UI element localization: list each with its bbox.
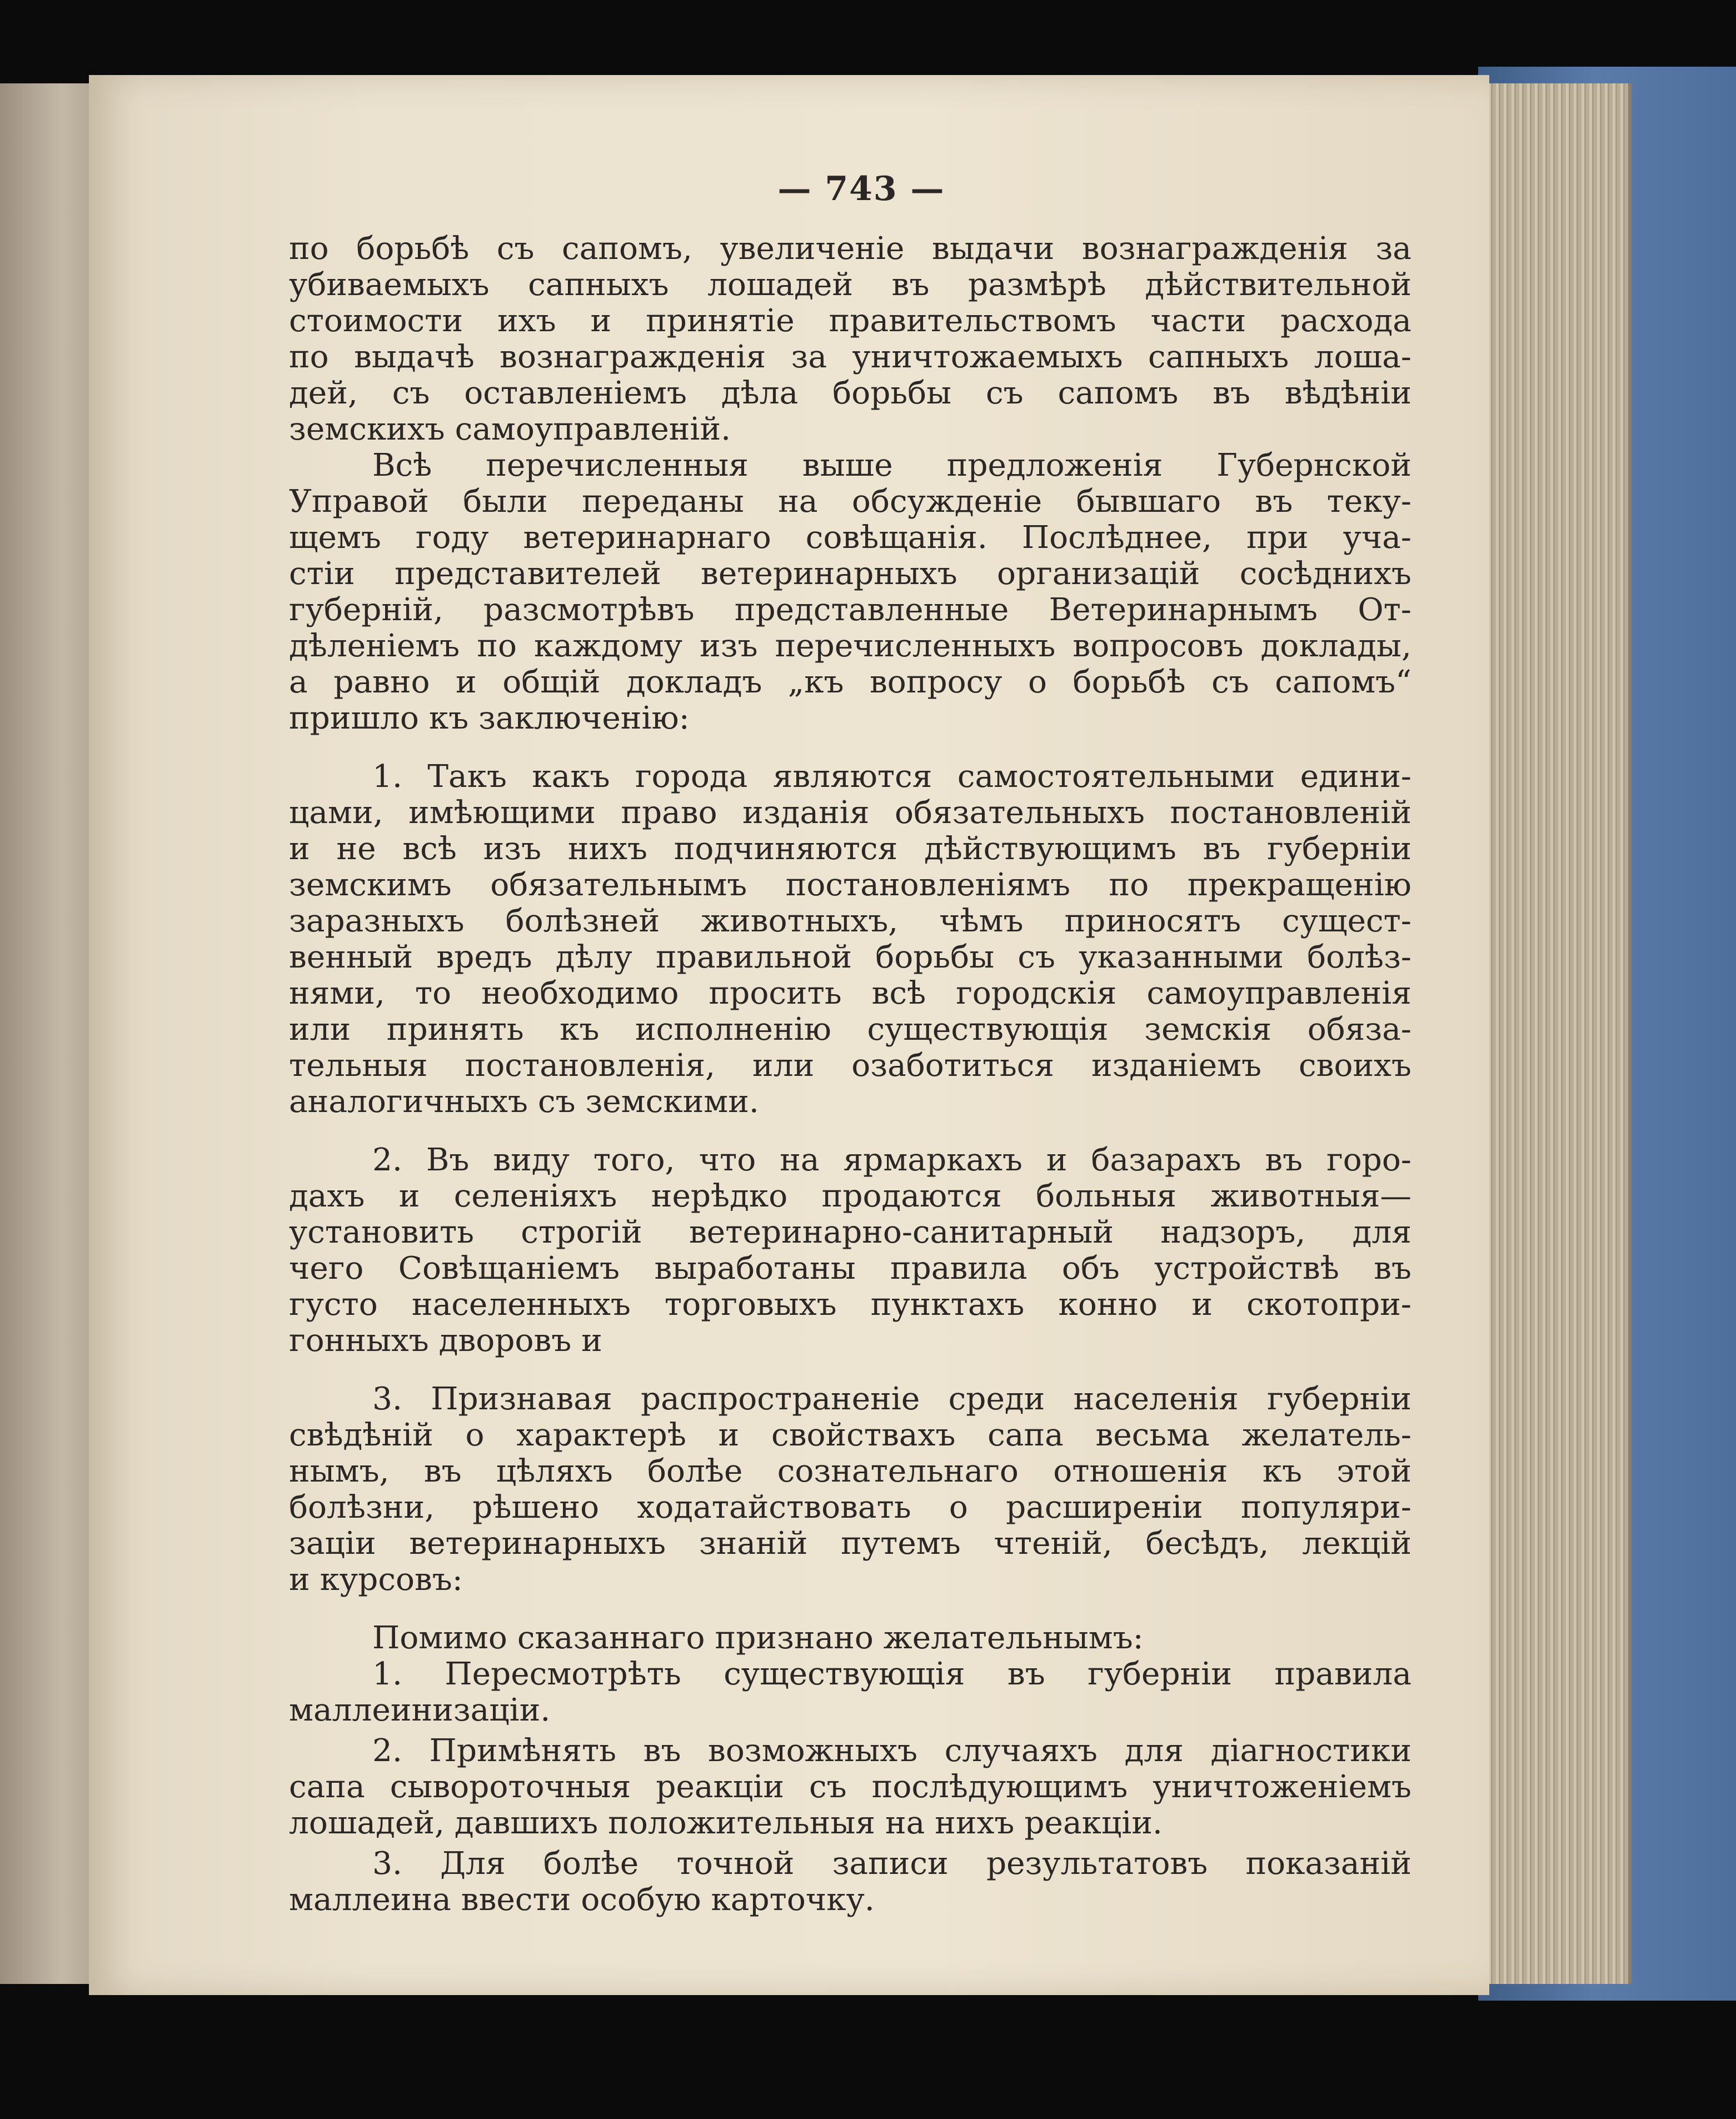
paragraph-2: [289, 447, 1411, 736]
text-line: по борьбѣ съ сапомъ, увеличеніе выдачи вознагражденія за: [289, 231, 1411, 267]
text-line: стоимости ихъ и принятіе правительствомъ части расхода: [289, 303, 1411, 339]
text-line: убиваемыхъ сапныхъ лошадей въ размѣрѣ дѣйствительной: [289, 267, 1411, 303]
text-line: свѣдѣній о характерѣ и свойствахъ сапа весьма желатель-: [289, 1417, 1411, 1453]
text-line: губерній, разсмотрѣвъ представленные Ветеринарнымъ От-: [289, 592, 1411, 628]
paragraph-3: [289, 759, 1411, 1120]
text-line: стіи представителей ветеринарныхъ организацій сосѣднихъ: [289, 556, 1411, 592]
text-line: гонныхъ дворовъ и: [289, 1323, 602, 1359]
text-line: Помимо сказаннаго признано желательнымъ:: [372, 1620, 1144, 1656]
text-line: маллеина ввести особую карточку.: [289, 1882, 875, 1918]
text-line: а равно и общій докладъ „къ вопросу о борьбѣ съ сапомъ“: [289, 664, 1411, 700]
text-line: нями, то необходимо просить всѣ городскія самоуправленія: [289, 975, 1411, 1011]
text-line: тельныя постановленія, или озаботиться изданіемъ своихъ: [289, 1048, 1411, 1084]
text-line: и курсовъ:: [289, 1562, 463, 1598]
page-content: [289, 169, 1411, 1918]
text-line: установить строгій ветеринарно-санитарный надзоръ, для: [289, 1214, 1411, 1250]
text-line: сапа сывороточныя реакціи съ послѣдующимъ уничтоженіемъ: [289, 1769, 1411, 1805]
text-line: нымъ, въ цѣляхъ болѣе сознательнаго отношенія къ этой: [289, 1453, 1411, 1489]
paragraph-6: [289, 1620, 1411, 1656]
page-number: — 743 —: [777, 169, 945, 208]
text-line: лошадей, давшихъ положительныя на нихъ реакціи.: [289, 1805, 1163, 1841]
paragraph-8: [289, 1733, 1411, 1841]
text-line: дахъ и селеніяхъ нерѣдко продаются больныя животныя—: [289, 1178, 1411, 1214]
text-line: заразныхъ болѣзней животныхъ, чѣмъ приносятъ сущест-: [289, 903, 1411, 939]
text-line: земскимъ обязательнымъ постановленіямъ по прекращенію: [289, 867, 1411, 903]
text-line: 1. Такъ какъ города являются самостоятельными едини-: [372, 759, 1411, 795]
text-line: 1. Пересмотрѣть существующія въ губерніи правила: [372, 1656, 1411, 1692]
text-line: заціи ветеринарныхъ знаній путемъ чтеній, бесѣдъ, лекцій: [289, 1525, 1411, 1562]
paragraph-7: [289, 1656, 1411, 1728]
text-line: по выдачѣ вознагражденія за уничтожаемыхъ сапныхъ лоша-: [289, 339, 1411, 375]
text-line: Всѣ перечисленныя выше предложенія Губернской: [372, 447, 1411, 483]
text-line: пришло къ заключенію:: [289, 700, 690, 736]
text-line: цами, имѣющими право изданія обязательныхъ постановленій: [289, 795, 1411, 831]
paragraph-1: [289, 231, 1411, 447]
text-line: густо населенныхъ торговыхъ пунктахъ конно и скотопри-: [289, 1287, 1411, 1323]
book-page: [89, 75, 1489, 1995]
paragraph-5: [289, 1381, 1411, 1598]
text-line: Управой были переданы на обсужденіе бывшаго въ теку-: [289, 483, 1411, 520]
text-line: аналогичныхъ съ земскими.: [289, 1084, 759, 1120]
paragraph-4: [289, 1142, 1411, 1359]
text-line: болѣзни, рѣшено ходатайствовать о расширеніи популяри-: [289, 1489, 1411, 1525]
text-line: 3. Для болѣе точной записи результатовъ показаній: [372, 1846, 1411, 1882]
text-line: 2. Въ виду того, что на ярмаркахъ и базарахъ въ горо-: [372, 1142, 1411, 1178]
text-line: или принять къ исполненію существующія земскія обяза-: [289, 1011, 1411, 1048]
text-line: чего Совѣщаніемъ выработаны правила объ устройствѣ въ: [289, 1250, 1411, 1287]
text-line: венный вредъ дѣлу правильной борьбы съ указанными болѣз-: [289, 939, 1411, 975]
text-line: дѣленіемъ по каждому изъ перечисленныхъ вопросовъ доклады,: [289, 628, 1411, 664]
text-line: 3. Признавая распространеніе среди населенія губерніи: [372, 1381, 1411, 1417]
text-line: земскихъ самоуправленій.: [289, 411, 731, 447]
text-line: 2. Примѣнять въ возможныхъ случаяхъ для діагностики: [372, 1733, 1411, 1769]
text-line: дей, съ оставленіемъ дѣла борьбы съ сапомъ въ вѣдѣніи: [289, 375, 1411, 411]
paragraph-9: [289, 1846, 1411, 1918]
text-line: щемъ году ветеринарнаго совѣщанія. Послѣднее, при уча-: [289, 520, 1411, 556]
text-line: и не всѣ изъ нихъ подчиняются дѣйствующимъ въ губерніи: [289, 831, 1411, 867]
text-line: маллеинизаціи.: [289, 1692, 551, 1728]
page-text: [289, 231, 1411, 1918]
